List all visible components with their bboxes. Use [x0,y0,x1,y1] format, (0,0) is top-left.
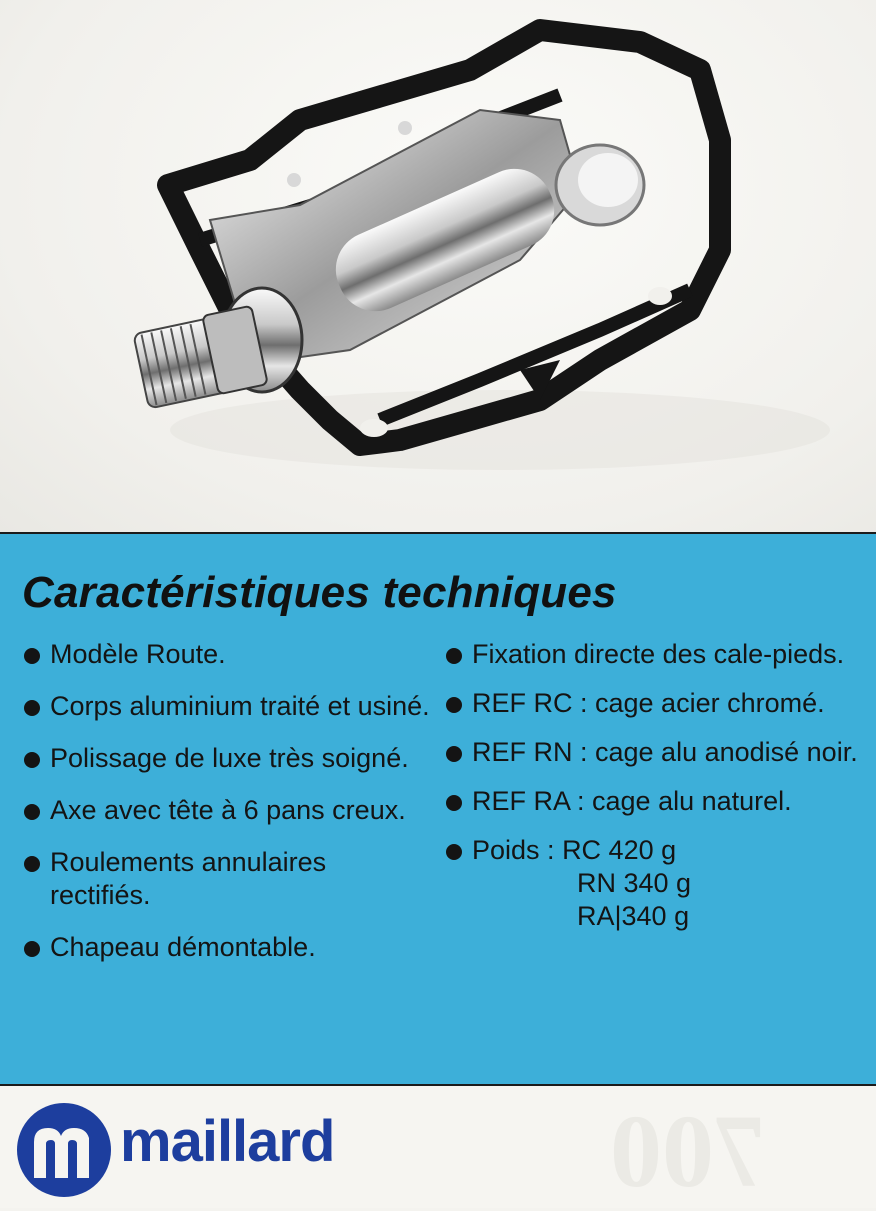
brand-name: maillard [120,1109,335,1174]
spec-list-left [24,638,434,983]
weight-item [446,834,871,933]
bullet-icon [446,697,462,713]
weight-label: Poids : [472,835,555,865]
weight-rn: RN 340 g [577,868,692,898]
spec-item: Modèle Route. [24,638,434,671]
spec-item: Polissage de luxe très soigné. [24,742,434,775]
bullet-icon [24,752,40,768]
bullet-icon [24,648,40,664]
weight-rc: RC 420 g [562,835,677,865]
bullet-icon [24,941,40,957]
spec-list-right [446,638,871,949]
bullet-icon [24,804,40,820]
bullet-icon [24,700,40,716]
spec-item: Axe avec tête à 6 pans creux. [24,794,434,827]
spec-item: Roulements annulaires rectifiés. [24,846,434,912]
bullet-icon [446,648,462,664]
product-photo [0,0,876,532]
weight-ra: RA|340 g [577,901,690,931]
maillard-logo-icon [14,1100,114,1200]
pedal-illustration [0,0,876,532]
weight-values [562,834,676,867]
spec-item: Corps aluminium traité et usiné. [24,690,434,723]
spec-panel [0,532,876,1086]
spec-item: REF RC : cage acier chromé. [446,687,871,720]
spec-item: Fixation directe des cale-pieds. [446,638,871,671]
spec-item: REF RA : cage alu naturel. [446,785,871,818]
spec-item: Chapeau démontable. [24,931,434,964]
spec-title: Caractéristiques techniques [22,568,617,617]
bullet-icon [446,844,462,860]
spec-item: REF RN : cage alu anodisé noir. [446,736,871,769]
bullet-icon [24,856,40,872]
footer [0,1086,876,1208]
ghost-print-through: 700 [610,1094,766,1209]
bullet-icon [446,795,462,811]
bullet-icon [446,746,462,762]
